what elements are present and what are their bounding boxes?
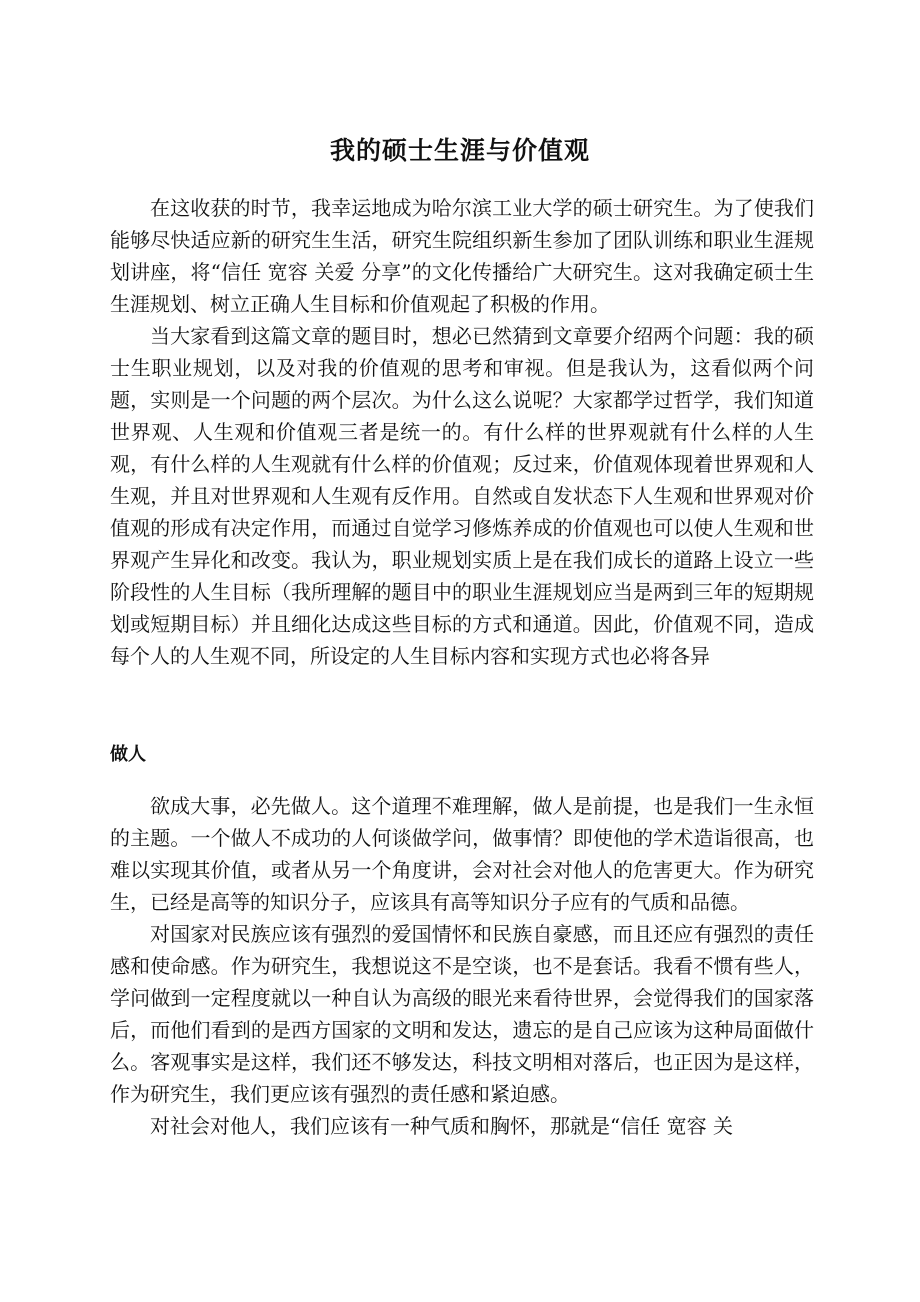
paragraph: 在这收获的时节，我幸运地成为哈尔滨工业大学的硕士研究生。为了使我们能够尽快适应新的研究生生活，研究生院组织新生参加了团队训练和职业生涯规划讲座，将“信任 宽容 关爱 分享”的文化传播给广大研究生。这对我确定硕士生生涯规划、树立正确人生目标和价值观起了积极的作用。	[110, 196, 814, 316]
paragraph: 对社会对他人，我们应该有一种气质和胸怀，那就是“信任 宽容 关	[150, 1114, 733, 1138]
document-title: 我的硕士生涯与价值观	[329, 136, 590, 165]
intro-section	[110, 192, 814, 672]
section-body	[110, 790, 814, 1142]
paragraph: 对国家对民族应该有强烈的爱国情怀和民族自豪感，而且还应有强烈的责任感和使命感。作为研究生，我想说这不是空谈，也不是套话。我看不惯有些人，学问做到一定程度就以一种自认为高级的眼光来看待世界，会觉得我们的国家落后，而他们看到的是西方国家的文明和发达，遗忘的是自己应该为这种局面做什么。客观事实是这样，我们还不够发达，科技文明相对落后，也正因为是这样，作为研究生，我们更应该有强烈的责任感和紧迫感。	[110, 922, 814, 1106]
paragraph: 欲成大事，必先做人。这个道理不难理解，做人是前提，也是我们一生永恒的主题。一个做人不成功的人何谈做学问，做事情？即使他的学术造诣很高，也难以实现其价值，或者从另一个角度讲，会对社会对他人的危害更大。作为研究生，已经是高等的知识分子，应该具有高等知识分子应有的气质和品德。	[110, 794, 814, 914]
paragraph: 当大家看到这篇文章的题目时，想必已然猜到文章要介绍两个问题：我的硕士生职业规划，以及对我的价值观的思考和审视。但是我认为，这看似两个问题，实则是一个问题的两个层次。为什么这么说呢？大家都学过哲学，我们知道世界观、人生观和价值观三者是统一的。有什么样的世界观就有什么样的人生观，有什么样的人生观就有什么样的价值观；反过来，价值观体现着世界观和人生观，并且对世界观和人生观有反作用。自然或自发状态下人生观和世界观对价值观的形成有决定作用，而通过自觉学习修炼养成的价值观也可以使人生观和世界观产生异化和改变。我认为，职业规划实质上是在我们成长的道路上设立一些阶段性的人生目标（我所理解的题目中的职业生涯规划应当是两到三年的短期规划或短期目标）并且细化达成这些目标的方式和通道。因此，价值观不同，造成每个人的人生观不同，所设定的人生目标内容和实现方式也必将各异	[110, 324, 814, 668]
section-heading: 做人	[110, 744, 146, 765]
